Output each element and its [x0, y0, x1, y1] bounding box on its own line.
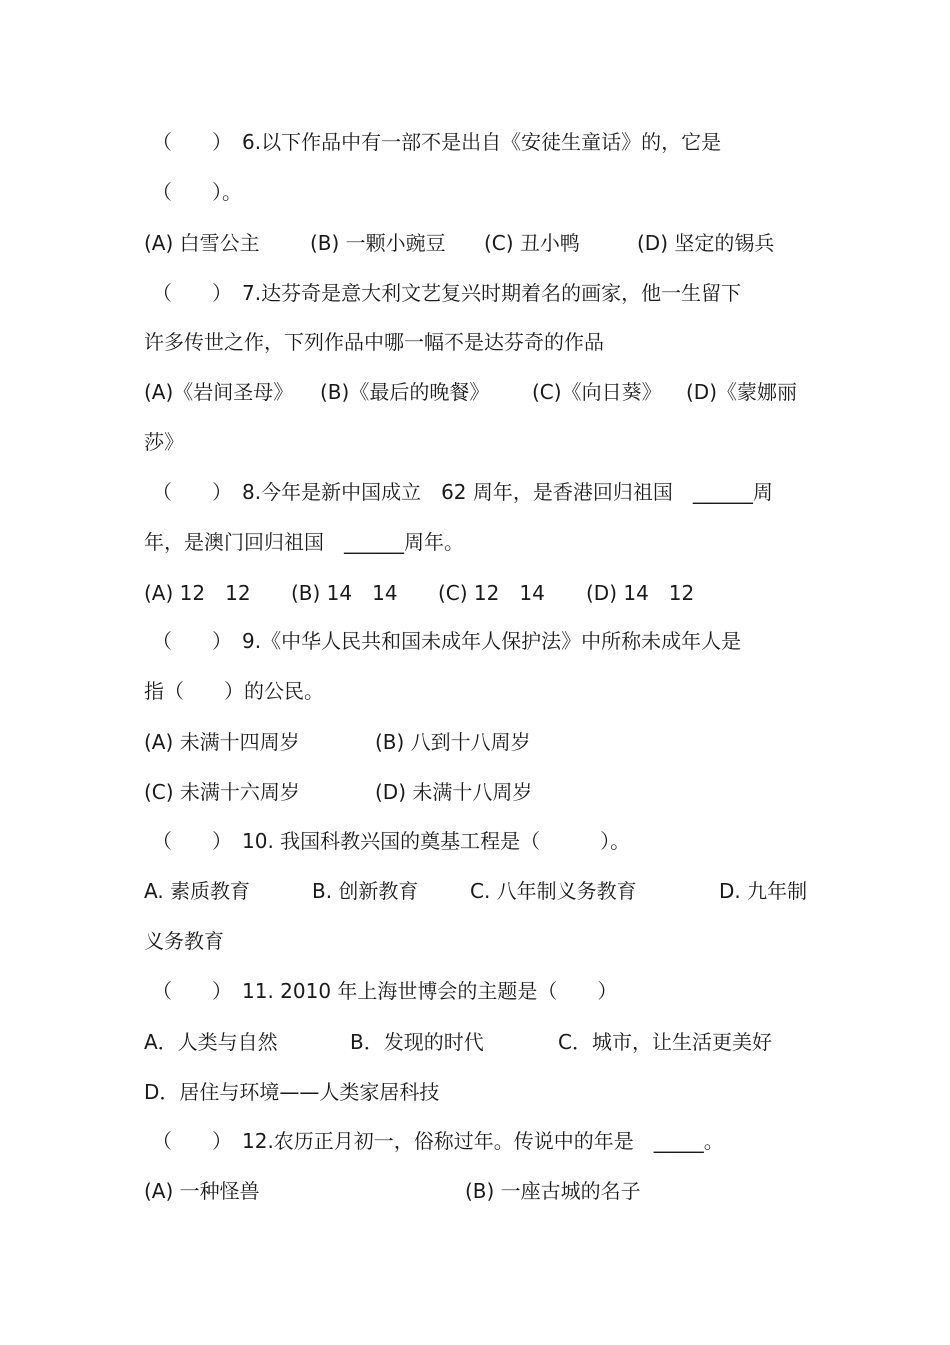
q7-option-d-continued: 莎》 — [144, 430, 184, 454]
q10-option-d: D. 九年制 — [719, 879, 808, 903]
q10-option-a: A. 素质教育 — [144, 879, 251, 903]
q6-option-d: (D) 坚定的锡兵 — [637, 231, 775, 255]
q7-option-b: (B)《最后的晚餐》 — [320, 380, 490, 404]
q8-stem-line1: （ ） 8.今年是新中国成立 62 周年，是香港回归祖国 ______周 — [152, 480, 773, 504]
q9-option-c: (C) 未满十六周岁 — [144, 780, 300, 804]
q10-option-c: C. 八年制义务教育 — [470, 879, 637, 903]
q6-option-b: (B) 一颗小豌豆 — [310, 231, 446, 255]
q8-option-d: (D) 14 12 — [586, 581, 695, 605]
q7-option-a: (A)《岩间圣母》 — [144, 380, 294, 404]
q8-option-b: (B) 14 14 — [291, 581, 398, 605]
q11-option-a: A．人类与自然 — [144, 1030, 278, 1054]
q9-stem-line1: （ ） 9.《中华人民共和国未成年人保护法》中所称未成年人是 — [152, 629, 742, 653]
q10-stem: （ ） 10. 我国科教兴国的奠基工程是（ ）。 — [152, 829, 631, 853]
q8-option-a: (A) 12 12 — [144, 581, 251, 605]
q11-option-b: B．发现的时代 — [350, 1030, 484, 1054]
q6-option-a: (A) 白雪公主 — [144, 231, 260, 255]
q9-stem-line2: 指（ ）的公民。 — [144, 679, 324, 703]
q10-option-b: B. 创新教育 — [312, 879, 419, 903]
q7-stem-line2: 许多传世之作，下列作品中哪一幅不是达芬奇的作品 — [144, 330, 604, 354]
q11-option-d: D．居住与环境——人类家居科技 — [144, 1080, 440, 1104]
q8-option-c: (C) 12 14 — [438, 581, 545, 605]
q11-option-c: C．城市，让生活更美好 — [558, 1030, 772, 1054]
q7-option-c: (C)《向日葵》 — [532, 380, 662, 404]
q6-stem-line2: （ ）。 — [152, 180, 242, 204]
q9-option-d: (D) 未满十八周岁 — [375, 780, 533, 804]
q12-option-b: (B) 一座古城的名子 — [465, 1179, 641, 1203]
q11-stem: （ ） 11. 2010 年上海世博会的主题是（ ） — [152, 979, 618, 1003]
q12-option-a: (A) 一种怪兽 — [144, 1179, 260, 1203]
q9-option-a: (A) 未满十四周岁 — [144, 730, 300, 754]
q6-stem-line1: （ ） 6.以下作品中有一部不是出自《安徒生童话》的，它是 — [152, 130, 722, 154]
q7-option-d: (D)《蒙娜丽 — [686, 380, 798, 404]
q6-option-c: (C) 丑小鸭 — [484, 231, 580, 255]
q7-stem-line1: （ ） 7.达芬奇是意大利文艺复兴时期着名的画家，他一生留下 — [152, 281, 742, 305]
q8-stem-line2: 年，是澳门回归祖国 ______周年。 — [144, 530, 464, 554]
q9-option-b: (B) 八到十八周岁 — [375, 730, 531, 754]
q12-stem: （ ） 12.农历正月初一，俗称过年。传说中的年是 _____。 — [152, 1129, 724, 1153]
q10-option-d-continued: 义务教育 — [144, 929, 224, 953]
